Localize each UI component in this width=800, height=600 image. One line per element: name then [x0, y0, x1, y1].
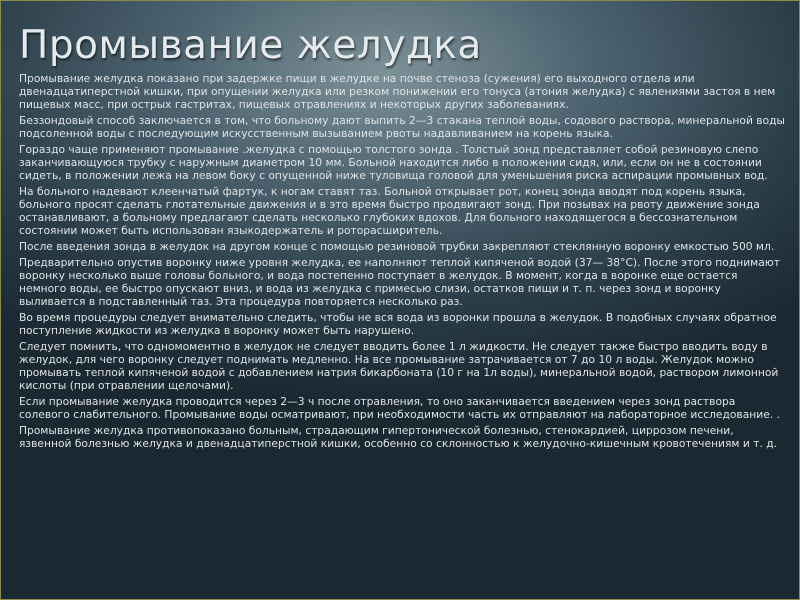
paragraph-indications: Промывание желудка показано при задержке пищи в желудке на почве стеноза (сужения) его выходного отдела или двенадцатиперстной кишки, при опущении желудка или резком понижении его тонуса (атония желудка) с явлениями застоя в нем пищевых масс, при острых гастритах, пищевых отравлениях и некоторых других заболеваниях. — [19, 72, 776, 112]
paragraph-contraindications: Промывание желудка противопоказано больным, страдающим гипертонической болезнью, стенокардией, циррозом печени, язвенной болезнью желудка и двенадцатиперстной кишки, особенно со склонностью к желудочно-кишечным кровотечениям и т. д. — [19, 423, 778, 450]
slide-body — [19, 72, 785, 452]
paragraph-funnel: После введения зонда в желудок на другом конце с помощью резиновой трубки закрепляют стеклянную воронку емкостью 500 мл. — [19, 240, 775, 253]
paragraph-thick-tube: Гораздо чаще применяют промывание .желудка с помощью толстого зонда . Толстый зонд представляет собой резиновую слепо заканчивающуюся трубку с наружным диаметром 10 мм. Больной находится либо в положении сидя, или, если он не в состоянии сидеть, в положении лежа на левом боку с опущенной ниже туловища головой для уменьшения риска аспирации промывных вод. — [19, 142, 768, 183]
paragraph-procedure: Предварительно опустив воронку ниже уровня желудка, ее наполняют теплой кипяченой водой (37— 38°С). После этого поднимают воронку несколько выше головы больного, и вода постепенно поступает в желудок. В момент, когда в воронке еще остается немного воды, ее быстро опускают вниз, и вода из желудка с примесью слизи, остатков пищи и т. п. через зонд и воронку выливается в подставленный таз. Эта процедура повторяется несколько раз. — [19, 255, 780, 309]
paragraph-tube-insertion: На больного надевают клеенчатый фартук, к ногам ставят таз. Больной открывает рот, конец зонда вводят под корень языка, больного просят сделать глотательные движения и в это время быстро продвигают зонд. При позывах на рвоту движение зонда останавливают, а больному предлагают сделать несколько глубоких вдохов. Для больного находящегося в бессознательном состоянии может быть использован языкодержатель и роторасширитель. — [19, 184, 760, 238]
paragraph-poisoning: Если промывание желудка проводится через 2—3 ч после отравления, то оно заканчивается введением через зонд раствора солевого слабительного. Промывание воды осматривают, при необходимости часть их отправляют на лабораторное исследование. . — [19, 394, 780, 421]
paragraph-volume: Следует помнить, что одномоментно в желудок не следует вводить более 1 л жидкости. Не следует также быстро вводить воду в желудок, для чего воронку следует поднимать медленно. На все промывание затрачивается от 7 до 10 л воды. Желудок можно промывать теплой кипяченой водой с добавлением натрия бикарбоната (10 г на 1л воды), минеральной водой, раствором лимонной кислоты (при отравлении щелочами). — [19, 339, 779, 393]
slide-title: Промывание желудка — [19, 23, 482, 68]
paragraph-monitoring: Во время процедуры следует внимательно следить, чтобы не вся вода из воронки прошла в желудок. В подобных случаях обратное поступление жидкости из желудка в воронку может быть нарушено. — [19, 310, 777, 337]
paragraph-tubeless-method: Беззондовый способ заключается в том, что больному дают выпить 2—3 стакана теплой воды, содового раствора, минеральной воды подсоленной воды с последующим искусственным вызыванием рвоты надавливанием на корень языка. — [19, 114, 785, 141]
